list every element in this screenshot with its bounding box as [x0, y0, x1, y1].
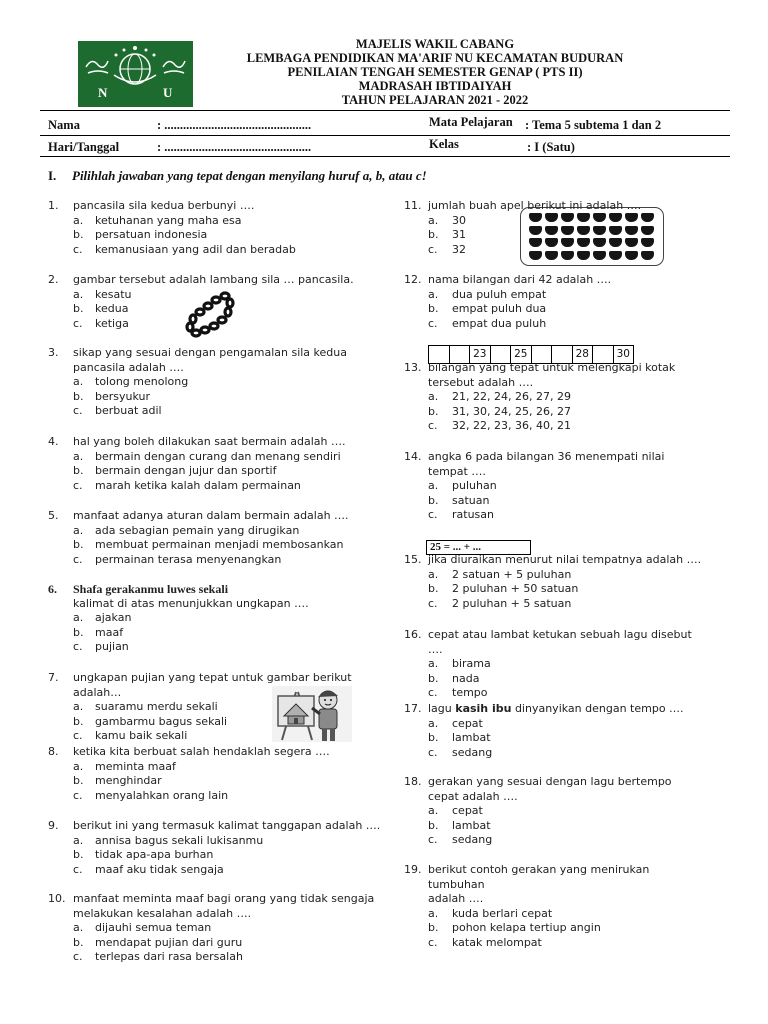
question-stem — [48, 346, 393, 361]
question-stem — [48, 435, 393, 450]
option-letter: a. — [73, 523, 84, 537]
question-4 — [48, 435, 393, 493]
question-stem — [48, 907, 393, 922]
option-text: 2 puluhan + 50 satuan — [452, 582, 579, 595]
question-3 — [48, 346, 393, 419]
identity-divider-1 — [40, 135, 730, 136]
mata-pelajaran-value: : Tema 5 subtema 1 dan 2 — [525, 118, 662, 132]
option-text: dijauhi semua teman — [95, 921, 212, 934]
answer-option[interactable] — [404, 288, 704, 303]
option-text: bermain dengan jujur dan sportif — [95, 464, 277, 477]
answer-option[interactable] — [404, 921, 704, 936]
question-number: 4. — [48, 435, 59, 448]
question-stem — [404, 465, 704, 480]
option-letter: b. — [73, 228, 84, 241]
question-number: 9. — [48, 819, 59, 832]
question-number: 2. — [48, 273, 59, 286]
instruction-text: Pilihlah jawaban yang tepat dengan menyilang huruf a, b, atau c! — [72, 168, 427, 183]
option-text: ada sebagian pemain yang dirugikan — [95, 523, 300, 537]
answer-option[interactable] — [404, 833, 704, 848]
option-letter: b. — [73, 935, 84, 949]
question-stem — [48, 819, 393, 834]
answer-option[interactable] — [404, 302, 704, 317]
question-number: 7. — [48, 671, 59, 684]
option-text: 31, 30, 24, 25, 26, 27 — [452, 404, 571, 418]
option-text: birama — [452, 657, 491, 670]
option-letter: a. — [428, 213, 439, 227]
option-letter: a. — [428, 906, 439, 920]
option-letter: a. — [73, 700, 84, 713]
kelas-value: : I (Satu) — [527, 140, 575, 154]
option-letter: a. — [73, 375, 84, 388]
option-text: kamu baik sekali — [95, 729, 188, 742]
option-letter: c. — [73, 862, 83, 876]
option-text: suaramu merdu sekali — [95, 700, 218, 713]
answer-option[interactable] — [48, 317, 393, 332]
answer-option[interactable] — [48, 640, 393, 655]
option-text: sedang — [452, 833, 493, 846]
equation-box: 25 = ... + ... — [426, 540, 531, 555]
mata-pelajaran-label: Mata Pelajaran — [429, 115, 513, 129]
question-number: 13. — [404, 361, 422, 374]
option-text: 21, 22, 24, 26, 27, 29 — [452, 390, 571, 403]
option-text: lambat — [452, 731, 491, 744]
hari-tanggal-field[interactable]: : ............................................... — [157, 140, 312, 154]
question-number: 17. — [404, 702, 422, 715]
number-cell: 30 — [616, 348, 630, 360]
nama-field[interactable]: : ............................................... — [157, 118, 312, 132]
instruction-number: I. — [48, 168, 57, 183]
question-number: 3. — [48, 346, 59, 359]
option-letter: b. — [73, 389, 84, 403]
answer-option[interactable] — [48, 390, 393, 405]
globe-star-icon — [78, 41, 193, 107]
option-text: 32, 22, 23, 36, 40, 21 — [452, 419, 571, 432]
question-stem — [404, 450, 704, 465]
question-number: 11. — [404, 199, 422, 212]
option-text: 31 — [452, 228, 466, 241]
option-text: membuat permainan menjadi membosankan — [95, 538, 344, 551]
answer-option[interactable] — [48, 921, 393, 936]
option-text: 2 puluhan + 5 satuan — [452, 596, 572, 610]
option-text: tempo — [452, 686, 488, 699]
question-stem — [48, 597, 393, 612]
number-cell: 28 — [573, 346, 594, 363]
answer-option[interactable] — [404, 317, 704, 332]
option-text: meminta maaf — [95, 759, 176, 773]
option-letter: a. — [73, 213, 84, 227]
nama-label: Nama — [48, 118, 80, 132]
question-number: 18. — [404, 775, 422, 788]
answer-option[interactable] — [48, 789, 393, 804]
answer-option[interactable] — [404, 819, 704, 834]
option-text: kuda berlari cepat — [452, 906, 553, 920]
option-text: terlepas dari rasa bersalah — [95, 950, 243, 963]
option-letter: c. — [73, 404, 83, 417]
stem-text: adalah …. — [428, 892, 484, 905]
answer-option[interactable] — [48, 288, 393, 303]
option-text: katak melompat — [452, 935, 542, 949]
option-text: cepat — [452, 716, 483, 730]
question-stem — [404, 199, 704, 214]
option-text: menghindar — [95, 774, 162, 787]
option-text: kesatu — [95, 287, 132, 301]
option-letter: b. — [428, 404, 439, 418]
option-letter: c. — [428, 935, 438, 949]
option-letter: c. — [73, 640, 83, 653]
answer-option[interactable] — [48, 479, 393, 494]
logo-letter-n: N — [98, 85, 108, 100]
question-number: 14. — [404, 450, 422, 463]
option-letter: b. — [428, 671, 439, 685]
stem-text: berikut ini yang termasuk kalimat tanggapan adalah …. — [73, 819, 381, 832]
option-letter: c. — [73, 242, 83, 256]
option-letter: c. — [73, 950, 83, 963]
question-14 — [404, 450, 704, 523]
answer-option[interactable] — [404, 731, 704, 746]
question-stem — [48, 671, 393, 700]
stem-text: jika diuraikan menurut nilai tempatnya adalah …. — [428, 553, 702, 566]
option-letter: a. — [73, 287, 84, 301]
answer-option[interactable] — [404, 508, 704, 523]
stem-text: bilangan yang tepat untuk melengkapi kotak — [428, 361, 676, 374]
option-text: puluhan — [452, 479, 497, 492]
question-number: 19. — [404, 863, 422, 876]
answer-option[interactable] — [48, 834, 393, 849]
question-9 — [48, 819, 393, 877]
question-16 — [404, 628, 704, 701]
option-letter: b. — [428, 493, 439, 507]
option-letter: b. — [73, 625, 84, 639]
option-text: nada — [452, 671, 480, 685]
question-1 — [48, 199, 393, 257]
answer-option[interactable] — [404, 419, 704, 434]
question-stem — [404, 790, 704, 805]
answer-option[interactable] — [48, 214, 393, 229]
answer-option[interactable] — [404, 568, 704, 583]
option-letter: c. — [73, 788, 83, 802]
answer-option[interactable] — [404, 717, 704, 732]
answer-option[interactable] — [48, 715, 393, 730]
answer-option[interactable] — [48, 243, 393, 258]
option-letter: b. — [428, 731, 439, 744]
option-letter: b. — [428, 302, 439, 315]
answer-option[interactable] — [48, 538, 393, 553]
answer-option[interactable] — [48, 700, 393, 715]
question-stem — [404, 775, 704, 790]
question-stem — [404, 553, 704, 568]
question-17 — [404, 702, 704, 760]
answer-option[interactable] — [404, 686, 704, 701]
answer-option[interactable] — [404, 672, 704, 687]
header-line-3: PENILAIAN TENGAH SEMESTER GENAP ( PTS II) — [287, 65, 583, 79]
answer-option[interactable] — [48, 524, 393, 539]
question-stem — [48, 273, 393, 288]
stem-text: sikap yang sesuai dengan pengamalan sila kedua — [73, 346, 347, 359]
question-stem — [404, 863, 704, 892]
question-8 — [48, 745, 393, 803]
answer-option[interactable] — [404, 657, 704, 672]
option-text: kemanusiaan yang adil dan beradab — [95, 242, 296, 256]
option-letter: a. — [73, 833, 84, 847]
option-letter: c. — [428, 242, 438, 256]
question-stem — [404, 273, 704, 288]
stem-text: tersebut adalah …. — [428, 375, 534, 389]
option-letter: b. — [73, 302, 84, 315]
option-text: cepat — [452, 804, 483, 817]
option-text: marah ketika kalah dalam permainan — [95, 478, 301, 492]
question-5 — [48, 509, 393, 567]
option-letter: c. — [428, 686, 438, 699]
stem-text: lagu — [428, 702, 456, 715]
option-text: satuan — [452, 493, 490, 507]
option-text: ketuhanan yang maha esa — [95, 213, 242, 227]
option-letter: c. — [73, 729, 83, 742]
answer-option[interactable] — [48, 626, 393, 641]
question-number: 1. — [48, 199, 59, 212]
stem-text: pancasila sila kedua berbunyi …. — [73, 199, 255, 212]
stem-text: jumlah buah apel berikut ini adalah …. — [428, 199, 642, 212]
option-letter: a. — [428, 567, 439, 581]
option-text: lambat — [452, 818, 491, 832]
option-letter: c. — [73, 478, 83, 492]
option-letter: c. — [428, 316, 438, 330]
question-stem — [48, 745, 393, 760]
stem-text: dinyanyikan dengan tempo …. — [511, 702, 684, 715]
answer-option[interactable] — [48, 611, 393, 626]
instruction — [48, 168, 427, 184]
question-10 — [48, 892, 393, 965]
stem-bold-text: kasih ibu — [455, 702, 512, 715]
option-letter: c. — [73, 552, 83, 566]
option-text: gambarmu bagus sekali — [95, 714, 228, 728]
option-letter: a. — [428, 479, 439, 492]
option-text: annisa bagus sekali lukisanmu — [95, 833, 264, 847]
header-line-1: MAJELIS WAKIL CABANG — [355, 37, 515, 51]
option-letter: b. — [428, 228, 439, 241]
question-6 — [48, 582, 393, 655]
option-letter: a. — [428, 716, 439, 730]
stem-text: kalimat di atas menunjukkan ungkapan …. — [73, 596, 309, 610]
option-text: 2 satuan + 5 puluhan — [452, 567, 572, 581]
option-text: kedua — [95, 302, 129, 315]
question-stem — [48, 509, 393, 524]
option-letter: c. — [73, 316, 83, 330]
number-cell: 25 — [511, 346, 532, 363]
option-text: ajakan — [95, 611, 132, 624]
option-text: ketiga — [95, 316, 129, 330]
stem-text: ketika kita berbuat salah hendaklah segera …. — [73, 745, 330, 758]
option-letter: b. — [73, 714, 84, 728]
stem-text: berikut contoh gerakan yang menirukan tumbuhan — [428, 863, 650, 891]
stem-text: angka 6 pada bilangan 36 menempati nilai — [428, 450, 665, 463]
option-letter: a. — [73, 921, 84, 934]
answer-option[interactable] — [48, 228, 393, 243]
option-letter: c. — [428, 833, 438, 846]
question-stem — [404, 376, 704, 391]
option-text: empat puluh dua — [452, 302, 547, 315]
option-text: tidak apa-apa burhan — [95, 848, 214, 861]
option-letter: a. — [428, 390, 439, 403]
answer-option[interactable] — [404, 936, 704, 951]
answer-option[interactable] — [404, 582, 704, 597]
answer-option[interactable] — [48, 404, 393, 419]
option-letter: c. — [428, 419, 438, 432]
option-text: mendapat pujian dari guru — [95, 935, 243, 949]
nu-logo — [78, 41, 193, 107]
answer-option[interactable] — [48, 375, 393, 390]
question-12 — [404, 273, 704, 331]
question-number: 6. — [48, 582, 57, 596]
question-stem — [404, 892, 704, 907]
answer-option[interactable] — [404, 494, 704, 509]
question-13 — [404, 361, 704, 434]
answer-option[interactable] — [404, 804, 704, 819]
option-letter: b. — [428, 582, 439, 595]
question-18 — [404, 775, 704, 848]
option-text: sedang — [452, 745, 493, 759]
option-letter: b. — [73, 774, 84, 787]
option-text: maaf aku tidak sengaja — [95, 862, 224, 876]
answer-option[interactable] — [48, 848, 393, 863]
option-text: dua puluh empat — [452, 287, 547, 301]
answer-option[interactable] — [404, 405, 704, 420]
option-letter: b. — [73, 464, 84, 477]
answer-option[interactable] — [404, 228, 704, 243]
question-19 — [404, 863, 704, 950]
question-stem — [48, 199, 393, 214]
option-letter: b. — [73, 848, 84, 861]
answer-option[interactable] — [48, 464, 393, 479]
header-line-2: LEMBAGA PENDIDIKAN MA'ARIF NU KECAMATAN BUDURAN — [246, 51, 624, 65]
answer-option[interactable] — [48, 450, 393, 465]
option-text: pohon kelapa tertiup angin — [452, 921, 601, 934]
header-line-5: TAHUN PELAJARAN 2021 - 2022 — [341, 93, 529, 107]
stem-text: hal yang boleh dilakukan saat bermain adalah …. — [73, 435, 346, 448]
option-text: 30 — [452, 213, 466, 227]
stem-text: nama bilangan dari 42 adalah …. — [428, 273, 612, 286]
stem-text: cepat adalah …. — [428, 789, 518, 803]
option-text: pujian — [95, 640, 129, 653]
stem-text: tempat …. — [428, 464, 486, 478]
identity-divider-2 — [40, 156, 730, 157]
question-stem — [404, 702, 704, 717]
header-line-4: MADRASAH IBTIDAIYAH — [358, 79, 512, 93]
stem-text: manfaat adanya aturan dalam bermain adalah …. — [73, 509, 349, 522]
question-number: 10. — [48, 892, 66, 905]
answer-option[interactable] — [404, 214, 704, 229]
stem-text: pancasila adalah …. — [73, 360, 184, 374]
answer-option[interactable] — [48, 774, 393, 789]
question-7 — [48, 671, 393, 744]
stem-text: ungkapan pujian yang tepat untuk gambar berikut adalah… — [73, 671, 352, 699]
question-number: 16. — [404, 628, 422, 641]
stem-text: gambar tersebut adalah lambang sila … pancasila. — [73, 273, 354, 286]
question-2 — [48, 273, 393, 331]
question-stem — [404, 628, 704, 657]
answer-option[interactable] — [48, 729, 393, 744]
option-letter: c. — [428, 745, 438, 759]
option-letter: c. — [428, 596, 438, 610]
question-number: 5. — [48, 509, 59, 522]
option-letter: a. — [73, 449, 84, 463]
question-stem — [48, 361, 393, 376]
option-text: maaf — [95, 625, 124, 639]
question-stem — [404, 361, 704, 376]
option-text: menyalahkan orang lain — [95, 788, 229, 802]
answer-option[interactable] — [404, 746, 704, 761]
answer-option[interactable] — [404, 479, 704, 494]
question-number: 15. — [404, 553, 422, 566]
answer-option[interactable] — [48, 950, 393, 965]
option-letter: a. — [428, 287, 439, 301]
question-stem-bold — [48, 582, 393, 597]
question-number: 8. — [48, 745, 59, 758]
number-cell: 23 — [470, 346, 491, 363]
stem-text: manfaat meminta maaf bagi orang yang tidak sengaja — [73, 892, 375, 905]
answer-option[interactable] — [48, 760, 393, 775]
question-15 — [404, 553, 704, 611]
option-text: berbuat adil — [95, 404, 162, 417]
option-text: ratusan — [452, 508, 494, 521]
option-text: bermain dengan curang dan menang sendiri — [95, 449, 341, 463]
answer-option[interactable] — [48, 936, 393, 951]
option-letter: a. — [73, 759, 84, 773]
answer-option[interactable] — [404, 597, 704, 612]
option-text: persatuan indonesia — [95, 228, 208, 241]
stem-text: cepat atau lambat ketukan sebuah lagu disebut …. — [428, 628, 692, 656]
question-number: 12. — [404, 273, 422, 286]
header-divider — [40, 110, 730, 111]
question-stem — [48, 892, 393, 907]
answer-option[interactable] — [404, 390, 704, 405]
option-letter: a. — [73, 611, 84, 624]
option-letter: a. — [428, 804, 439, 817]
option-letter: b. — [73, 538, 84, 551]
answer-option[interactable] — [404, 243, 704, 258]
answer-option[interactable] — [404, 907, 704, 922]
stem-bold-text: Shafa gerakanmu luwes sekali — [73, 582, 229, 596]
option-text: tolong menolong — [95, 375, 189, 388]
answer-option[interactable] — [48, 863, 393, 878]
option-text: permainan terasa menyenangkan — [95, 552, 282, 566]
answer-option[interactable] — [48, 302, 393, 317]
option-text: 32 — [452, 242, 466, 256]
answer-option[interactable] — [48, 553, 393, 568]
option-letter: a. — [428, 657, 439, 670]
option-text: empat dua puluh — [452, 316, 547, 330]
stem-text: gerakan yang sesuai dengan lagu bertempo — [428, 775, 672, 788]
option-letter: b. — [428, 818, 439, 832]
kelas-label: Kelas — [429, 137, 459, 151]
option-letter: b. — [428, 921, 439, 934]
option-letter: c. — [428, 508, 438, 521]
option-text: bersyukur — [95, 389, 151, 403]
hari-tanggal-label: Hari/Tanggal — [48, 140, 120, 154]
question-11 — [404, 199, 704, 257]
stem-text: melakukan kesalahan adalah …. — [73, 906, 252, 920]
logo-letter-u: U — [163, 85, 173, 100]
